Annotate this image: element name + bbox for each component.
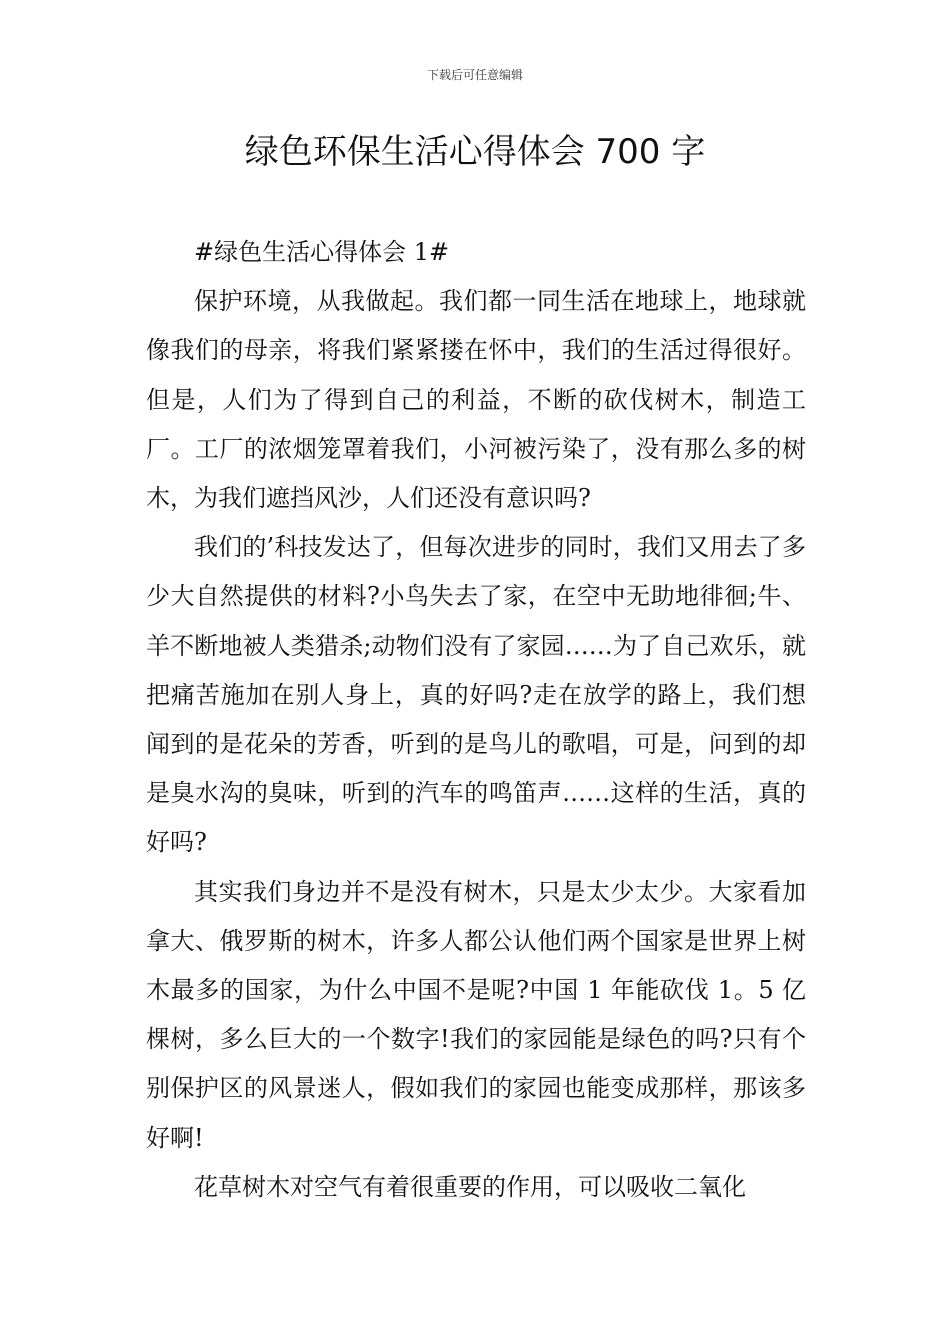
paragraph-3: 其实我们身边并不是没有树木，只是太少太少。大家看加拿大、俄罗斯的树木，许多人都公认他们两个国家是世界上树木最多的国家，为什么中国不是呢?中国 1 年能砍伐 1。5 亿棵树，多么巨大的一个数字!我们的家园能是绿色的吗?只有个别保护区的风景迷人，假如我们的家园也能变成那样，那该多好啊!	[146, 877, 806, 1152]
paragraph-2: 我们的’科技发达了，但每次进步的同时，我们又用去了多少大自然提供的材料?小鸟失去了家，在空中无助地徘徊;牛、羊不断地被人类猎杀;动物们没有了家园……为了自己欢乐，就把痛苦施加在别人身上，真的好吗?走在放学的路上，我们想闻到的是花朵的芳香，听到的是鸟儿的歌唱，可是，问到的却是臭水沟的臭味，听到的汽车的鸣笛声……这样的生活，真的好吗?	[146, 533, 806, 857]
section-heading: #绿色生活心得体会 1#	[194, 238, 450, 266]
header-note: 下载后可任意编辑	[426, 68, 523, 82]
paragraph-1: 保护环境，从我做起。我们都一同生活在地球上，地球就像我们的母亲，将我们紧紧搂在怀中，我们的生活过得很好。但是，人们为了得到自己的利益，不断的砍伐树木，制造工厂。工厂的浓烟笼罩着我们，小河被污染了，没有那么多的树木，为我们遮挡风沙，人们还没有意识吗?	[146, 287, 806, 513]
document-title: 绿色环保生活心得体会 700 字	[244, 132, 706, 172]
paragraph-4: 花草树木对空气有着很重要的作用，可以吸收二氧化	[194, 1172, 746, 1201]
document-body	[146, 228, 806, 1212]
